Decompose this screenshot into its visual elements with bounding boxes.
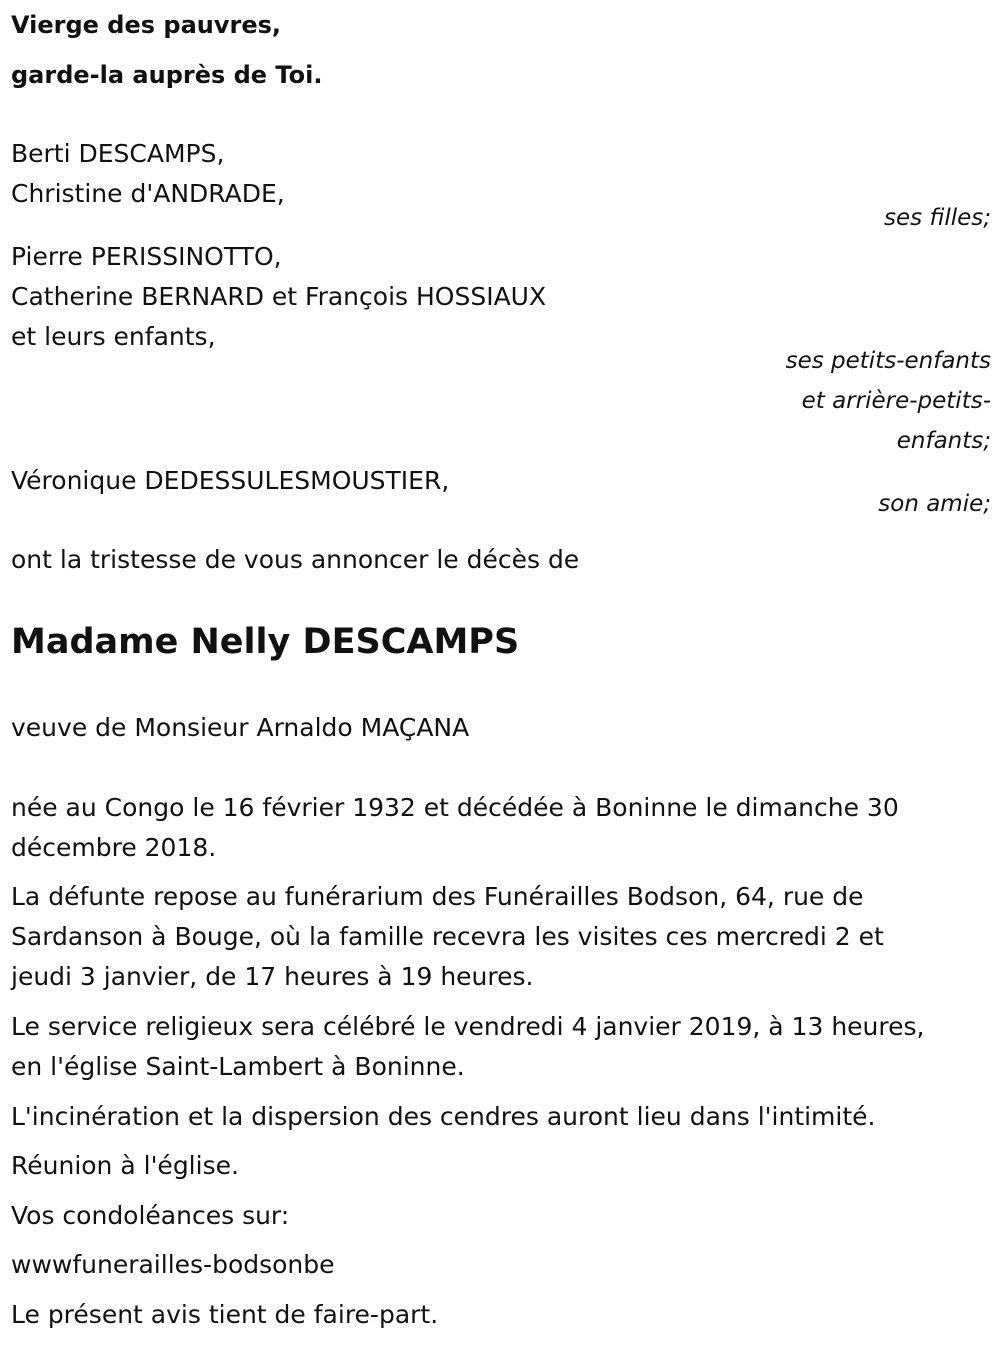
grandchild-name-1: Pierre PERISSINOTTO,: [11, 242, 282, 271]
service-line-2: en l'église Saint-Lambert à Boninne.: [11, 1052, 465, 1081]
cremation-text: L'incinération et la dispersion des cendres auront lieu dans l'intimité.: [11, 1102, 876, 1131]
daughters-relation: ses filles;: [884, 205, 991, 231]
grandchild-name-3: et leurs enfants,: [11, 322, 216, 351]
meeting-text: Réunion à l'église.: [11, 1151, 239, 1180]
widow-of: veuve de Monsieur Arnaldo MAÇANA: [11, 713, 470, 742]
condolences-label: Vos condoléances sur:: [11, 1201, 290, 1230]
birth-death-line-2: décembre 2018.: [11, 833, 217, 862]
visitation-line-3: jeudi 3 janvier, de 17 heures à 19 heures.: [11, 962, 534, 991]
grandchild-name-2: Catherine BERNARD et François HOSSIAUX: [11, 282, 547, 311]
friend-relation: son amie;: [878, 491, 991, 517]
grandchildren-relation-1: ses petits-enfants: [785, 348, 991, 374]
daughter-name-2: Christine d'ANDRADE,: [11, 179, 285, 208]
deceased-name: Madame Nelly DESCAMPS: [11, 622, 520, 662]
daughter-name-1: Berti DESCAMPS,: [11, 139, 225, 168]
birth-death-line-1: née au Congo le 16 février 1932 et décédée à Boninne le dimanche 30: [11, 793, 899, 822]
grandchildren-relation-3: enfants;: [896, 428, 991, 454]
grandchildren-relation-2: et arrière-petits-: [801, 388, 991, 414]
visitation-line-2: Sardanson à Bouge, où la famille recevra les visites ces mercredi 2 et: [11, 922, 884, 951]
notice-text: Le présent avis tient de faire-part.: [11, 1300, 439, 1329]
announcement-text: ont la tristesse de vous annoncer le décès de: [11, 545, 580, 574]
service-line-1: Le service religieux sera célébré le vendredi 4 janvier 2019, à 13 heures,: [11, 1012, 925, 1041]
friend-name: Véronique DEDESSULESMOUSTIER,: [11, 466, 450, 495]
visitation-line-1: La défunte repose au funérarium des Funérailles Bodson, 64, rue de: [11, 882, 864, 911]
condolences-url[interactable]: wwwfunerailles-bodsonbe: [11, 1250, 335, 1279]
verse-line-1: Vierge des pauvres,: [11, 11, 282, 39]
verse-line-2: garde-la auprès de Toi.: [11, 61, 323, 89]
